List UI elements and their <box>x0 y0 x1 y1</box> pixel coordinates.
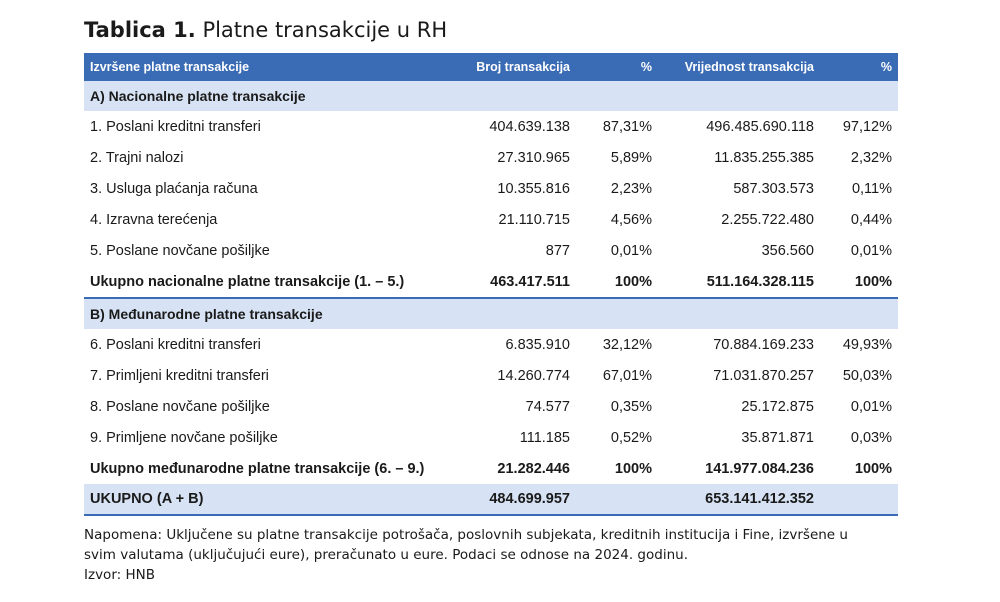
row-count: 21.110.715 <box>498 211 570 228</box>
row-value-pct: 0,11% <box>851 180 892 197</box>
row-label: 9. Primljene novčane pošiljke <box>90 429 278 446</box>
table-row <box>84 111 898 142</box>
row-value: 356.560 <box>761 242 814 259</box>
section-a-total-row <box>84 266 898 298</box>
row-value-pct: 0,44% <box>850 211 892 228</box>
row-label: 8. Poslane novčane pošiljke <box>90 398 270 415</box>
section-b-header <box>84 298 898 329</box>
table-row <box>84 329 898 360</box>
row-value-pct: 50,03% <box>842 367 892 384</box>
total-value-pct: 100% <box>854 460 892 477</box>
total-value: 511.164.328.115 <box>658 266 820 298</box>
row-label: 3. Usluga plaćanja računa <box>90 180 258 197</box>
row-label: 5. Poslane novčane pošiljke <box>90 242 270 259</box>
total-value: 141.977.084.236 <box>705 460 814 477</box>
row-label: 6. Poslani kreditni transferi <box>90 336 261 353</box>
total-label: Ukupno međunarodne platne transakcije (6. – 9.) <box>90 460 425 477</box>
grand-total-label: UKUPNO (A + B) <box>84 484 454 515</box>
header-count: Broj transakcija <box>454 53 576 81</box>
total-label: Ukupno nacionalne platne transakcije (1. – 5.) <box>84 266 454 298</box>
total-count: 463.417.511 <box>454 266 576 298</box>
note-line-1: Napomena: Uključene su platne transakcije potrošača, poslovnih subjekata, kreditnih institucija i Fine, izvršene u <box>84 527 848 543</box>
row-value: 70.884.169.233 <box>713 336 814 353</box>
row-label: 7. Primljeni kreditni transferi <box>90 367 269 384</box>
row-count: 877 <box>545 242 570 259</box>
header-value: Vrijednost transakcija <box>658 53 820 81</box>
row-count: 404.639.138 <box>489 118 570 135</box>
row-value-pct: 2,32% <box>850 149 892 166</box>
section-a-header <box>84 81 898 111</box>
row-count-pct: 5,89% <box>610 149 652 166</box>
table-row <box>84 422 898 453</box>
row-count-pct: 0,01% <box>610 242 652 259</box>
grand-total-value: 653.141.412.352 <box>658 484 820 515</box>
row-count-pct: 0,52% <box>610 429 652 446</box>
table-row <box>84 391 898 422</box>
row-count-pct: 0,35% <box>610 398 652 415</box>
row-count-pct: 67,01% <box>602 367 652 384</box>
row-value-pct: 97,12% <box>842 118 892 135</box>
total-count: 21.282.446 <box>497 460 570 477</box>
table-row <box>84 235 898 266</box>
row-count: 27.310.965 <box>497 149 570 166</box>
table-row <box>84 142 898 173</box>
header-value-pct: % <box>820 53 898 81</box>
row-count-pct: 2,23% <box>610 180 652 197</box>
row-value: 25.172.875 <box>741 398 814 415</box>
grand-total-row <box>84 484 898 515</box>
table-header-row <box>84 53 898 81</box>
table-title <box>84 18 447 42</box>
header-count-pct: % <box>576 53 658 81</box>
note-line-2: svim valutama (uključujući eure), preračunato u eure. Podaci se odnose na 2024. godinu. <box>84 547 688 563</box>
row-value: 35.871.871 <box>741 429 814 446</box>
total-value-pct: 100% <box>820 266 898 298</box>
row-value: 587.303.573 <box>733 180 814 197</box>
row-value-pct: 0,01% <box>850 398 892 415</box>
table-row <box>84 204 898 235</box>
table-title-text: Platne transakcije u RH <box>202 18 448 42</box>
row-count: 14.260.774 <box>497 367 570 384</box>
header-label: Izvršene platne transakcije <box>84 53 454 81</box>
total-count-pct: 100% <box>576 266 658 298</box>
note-source: Izvor: HNB <box>84 567 155 583</box>
table-note <box>84 525 904 585</box>
grand-total-value-pct <box>820 484 898 515</box>
row-count: 10.355.816 <box>497 180 570 197</box>
grand-total-count-pct <box>576 484 658 515</box>
row-value: 496.485.690.118 <box>706 118 814 135</box>
row-count: 6.835.910 <box>505 336 570 353</box>
row-label: 1. Poslani kreditni transferi <box>90 118 261 135</box>
section-b-total-row <box>84 453 898 484</box>
row-value-pct: 0,01% <box>850 242 892 259</box>
payment-transactions-table <box>84 53 898 516</box>
row-value-pct: 49,93% <box>842 336 892 353</box>
table-title-number: Tablica 1. <box>84 18 196 42</box>
grand-total-count: 484.699.957 <box>454 484 576 515</box>
row-label: 4. Izravna terećenja <box>90 211 218 228</box>
row-count: 74.577 <box>525 398 570 415</box>
row-value-pct: 0,03% <box>850 429 892 446</box>
total-count-pct: 100% <box>614 460 652 477</box>
table-row <box>84 173 898 204</box>
table-row <box>84 360 898 391</box>
row-count: 111.185 <box>519 429 570 446</box>
row-count-pct: 4,56% <box>610 211 652 228</box>
row-label: 2. Trajni nalozi <box>90 149 184 166</box>
row-value: 71.031.870.257 <box>713 367 814 384</box>
row-value: 11.835.255.385 <box>714 149 814 166</box>
row-count-pct: 32,12% <box>602 336 652 353</box>
section-a-title: A) Nacionalne platne transakcije <box>84 81 898 111</box>
section-b-title: B) Međunarodne platne transakcije <box>84 298 898 329</box>
row-value: 2.255.722.480 <box>721 211 814 228</box>
row-count-pct: 87,31% <box>602 118 652 135</box>
